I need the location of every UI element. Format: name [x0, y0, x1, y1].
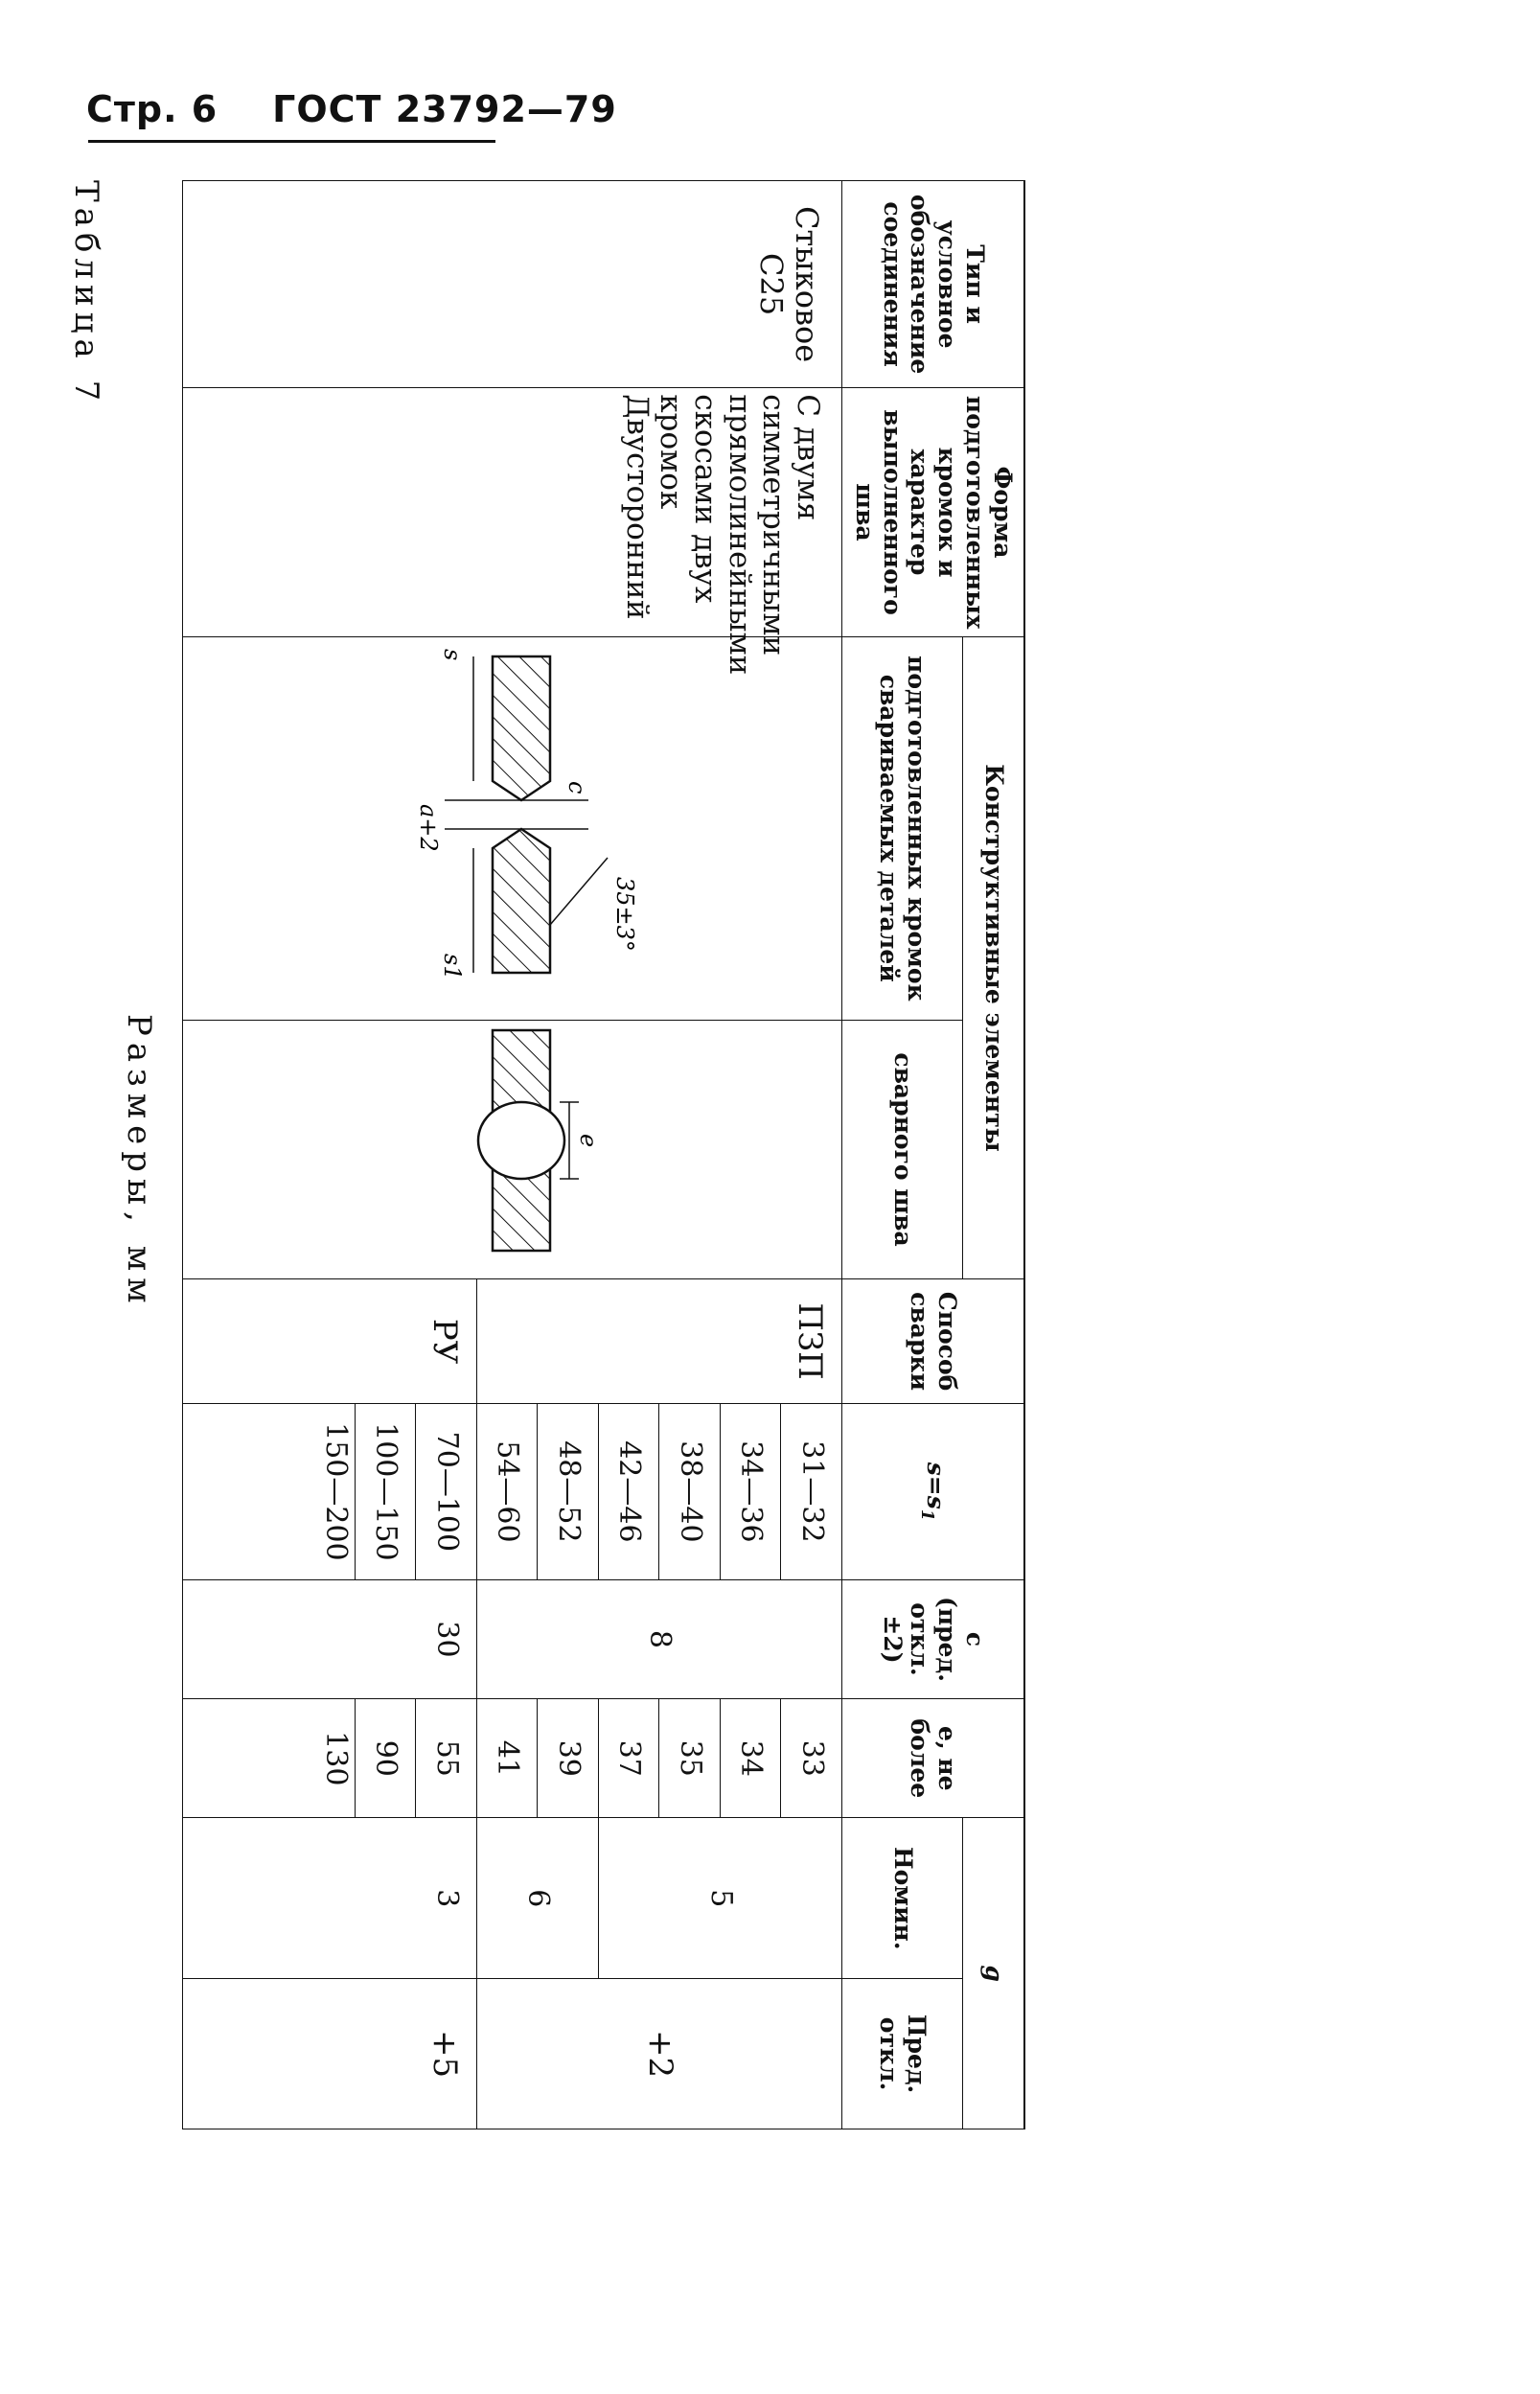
- left-plate-shape: [494, 656, 551, 800]
- joint-type: Стыковое С25: [183, 181, 842, 388]
- col-g-nom-header: Номин.: [842, 1818, 963, 1979]
- welding-table: [182, 180, 1025, 2129]
- e-value-7: 55: [416, 1699, 477, 1818]
- g-dev-2: +5: [183, 1979, 477, 2129]
- g-dev-1: +2: [477, 1979, 842, 2129]
- s-value-7: 70—100: [416, 1403, 477, 1579]
- standard-number: ГОСТ 23792—79: [272, 88, 617, 130]
- prepared-edges-diagram: [183, 636, 842, 1020]
- col-weld-header: сварного шва: [842, 1020, 963, 1278]
- s-value-4: 42—46: [599, 1403, 660, 1579]
- c-value-2: 30: [183, 1579, 477, 1698]
- e-value-2: 34: [721, 1699, 782, 1818]
- weld-bead-shape: [479, 1102, 565, 1179]
- col-s-sub: 1: [917, 1508, 937, 1522]
- e-value-6: 41: [477, 1699, 539, 1818]
- e-value-1: 33: [781, 1699, 842, 1818]
- col-type-header: Тип и условное обозначение соединения: [842, 181, 1025, 388]
- col-prepared-header: подготовленных кромок свариваемых деталей: [842, 636, 963, 1020]
- col-g-dev-header: Пред. откл.: [842, 1979, 963, 2129]
- e-label: e: [575, 1133, 603, 1148]
- g-nom-3: 3: [183, 1818, 477, 1979]
- e-value-3: 35: [659, 1699, 721, 1818]
- col-method-header: Способ сварки: [842, 1279, 1025, 1404]
- sizes-title: Размеры, мм: [120, 1014, 158, 1310]
- page-number: Стр. 6: [86, 88, 218, 130]
- c-value-1: 8: [477, 1579, 842, 1698]
- method-2: РУ: [183, 1279, 477, 1404]
- page-header: [86, 88, 617, 130]
- c-label: c: [563, 780, 591, 794]
- e-value-9: 130: [183, 1699, 356, 1818]
- joint-form: С двумя симметричными прямолинейными скосами двух кромок Двусторонний: [183, 388, 842, 637]
- method-1: ПЗП: [477, 1279, 842, 1404]
- header-rule: [88, 140, 495, 143]
- right-plate-shape: [494, 829, 551, 973]
- s-value-1: 31—32: [781, 1403, 842, 1579]
- s-value-2: 34—36: [721, 1403, 782, 1579]
- s-label: s: [439, 648, 467, 661]
- s-value-3: 38—40: [659, 1403, 721, 1579]
- s-value-9: 150—200: [183, 1403, 356, 1579]
- g-nom-2: 6: [477, 1818, 599, 1979]
- e-value-8: 90: [356, 1699, 417, 1818]
- angle-label: 35±3°: [611, 876, 639, 952]
- e-value-5: 39: [538, 1699, 599, 1818]
- s-value-5: 48—52: [538, 1403, 599, 1579]
- weld-svg: [264, 1021, 762, 1260]
- col-s-label: s=s: [922, 1462, 951, 1509]
- e-value-4: 37: [599, 1699, 660, 1818]
- col-c-header: c (пред. откл. ±2): [842, 1579, 1025, 1698]
- weld-diagram: [183, 1020, 842, 1278]
- s1-label: s1: [439, 953, 467, 980]
- col-g-header: [962, 1818, 1024, 2129]
- table-title: Таблица 7: [67, 180, 105, 407]
- col-g-label: g: [979, 1965, 1008, 1982]
- col-form-header: Форма подготовленных кромок и характер выполненного шва: [842, 388, 1025, 637]
- rotated-table-frame: [38, 180, 1025, 2145]
- s-value-8: 100—150: [356, 1403, 417, 1579]
- g-nom-1: 5: [599, 1818, 842, 1979]
- col-s-header: [842, 1403, 1025, 1579]
- gap-label: a+2: [415, 803, 443, 852]
- col-constructive-header: Конструктивные элементы: [962, 636, 1024, 1278]
- col-e-header: e, не более: [842, 1699, 1025, 1818]
- prepared-edges-svg: [264, 637, 762, 992]
- s-value-6: 54—60: [477, 1403, 539, 1579]
